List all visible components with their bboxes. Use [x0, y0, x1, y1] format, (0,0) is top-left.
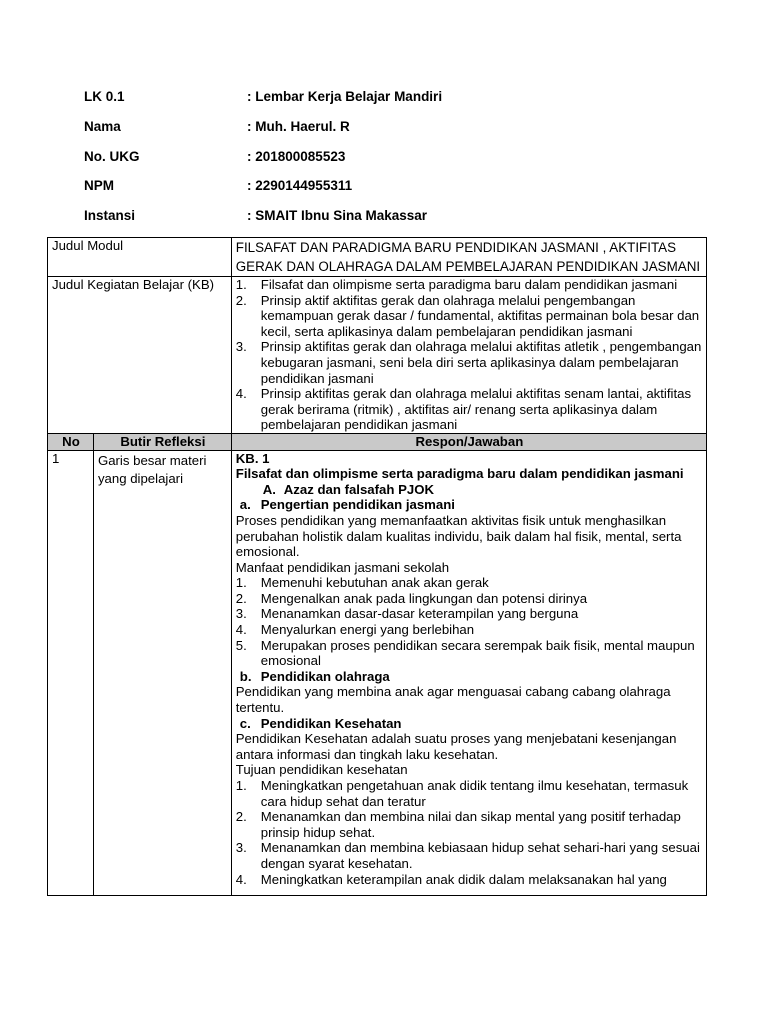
- kb-title: Filsafat dan olimpisme serta paradigma baru dalam pendidikan jasmani: [235, 466, 684, 482]
- item-number: 1.: [235, 575, 247, 591]
- col-header-butir: Butir Refleksi: [93, 433, 231, 450]
- list-title: Tujuan pendidikan kesehatan: [235, 762, 408, 778]
- item-text: Prinsip aktif aktifitas gerak dan olahraga melalui pengembangan kemampuan gerak dasar / fundamental, aktifitas permainan bola besar dan kecil, serta aplikasinya dalam pembelajaran pendidikan jasmani: [260, 292, 700, 339]
- item-number: 3.: [235, 606, 247, 622]
- item-number: 3.: [235, 840, 247, 856]
- item-number: 4.: [235, 622, 247, 638]
- tujuan-list: [236, 778, 703, 887]
- header-key: NPM: [84, 178, 114, 193]
- list-item: [236, 778, 703, 809]
- subsection-b-heading: [236, 669, 703, 685]
- subsection-a-heading: [236, 497, 703, 513]
- item-number: 4.: [235, 871, 247, 887]
- paragraph: Proses pendidikan yang memanfaatkan aktivitas fisik untuk menghasilkan perubahan holistik dalam kualitas individu, baik dalam hal fisik, mental, serta emosional.: [235, 512, 682, 560]
- item-number: 2.: [235, 809, 247, 825]
- header-key: No. UKG: [84, 149, 140, 164]
- kb-list: [236, 277, 703, 433]
- section-a-heading: [236, 482, 703, 498]
- manfaat-list: [236, 575, 703, 669]
- modul-row: [48, 238, 707, 277]
- modul-label: Judul Modul: [48, 238, 232, 277]
- list-item: [236, 293, 703, 340]
- subsection-title: Pendidikan Kesehatan: [260, 715, 402, 731]
- item-text: Menyalurkan energi yang berlebihan: [260, 622, 475, 638]
- header-value: : 2290144955311: [247, 178, 353, 193]
- col-header-no: No: [48, 433, 94, 450]
- subsection-title: Pendidikan olahraga: [260, 668, 390, 684]
- header-key: Instansi: [84, 208, 136, 223]
- item-text: Meningkatkan keterampilan anak didik dalam melaksanakan hal yang: [260, 871, 667, 887]
- item-text: Merupakan proses pendidikan secara serempak baik fisik, mental maupun emosional: [260, 637, 695, 669]
- kb-heading: KB. 1: [235, 450, 270, 466]
- row-number: 1: [48, 450, 94, 895]
- header-value: : Lembar Kerja Belajar Mandiri: [247, 89, 443, 104]
- subsection-marker: a.: [239, 497, 251, 513]
- list-item: [236, 872, 703, 888]
- subsection-marker: b.: [239, 668, 252, 684]
- item-number: 2.: [235, 292, 247, 308]
- item-text: Mengenalkan anak pada lingkungan dan potensi dirinya: [260, 590, 588, 606]
- col-header-respon: Respon/Jawaban: [231, 433, 706, 450]
- item-text: Menanamkan dasar-dasar keterampilan yang berguna: [260, 606, 579, 622]
- butir-refleksi: Garis besar materi yang dipelajari: [93, 450, 231, 895]
- list-item: [236, 591, 703, 607]
- kb-list-cell: [231, 277, 706, 434]
- respon-cell: [231, 450, 706, 895]
- header-key: LK 0.1: [84, 89, 125, 104]
- item-number: 5.: [235, 637, 247, 653]
- paragraph: Pendidikan yang membina anak agar menguasai cabang cabang olahraga tertentu.: [235, 684, 671, 716]
- section-marker: A.: [262, 481, 276, 497]
- subsection-title: Pengertian pendidikan jasmani: [260, 497, 455, 513]
- subsection-marker: c.: [239, 715, 251, 731]
- list-item: [236, 277, 703, 293]
- list-item: [236, 638, 703, 669]
- subsection-c-heading: [236, 716, 703, 732]
- list-item: [236, 622, 703, 638]
- item-text: Menanamkan dan membina nilai dan sikap mental yang positif terhadap prinsip hidup sehat.: [260, 809, 681, 840]
- item-text: Prinsip aktifitas gerak dan olahraga melalui aktifitas senam lantai, aktifitas gerak berirama (ritmik) , aktifitas air/ renang serta aplikasinya dalam pembelajaran pendidikan jasmani: [260, 386, 692, 433]
- item-text: Menanamkan dan membina kebiasaan hidup sehat sehari-hari yang sesuai dengan syarat kesehatan.: [260, 840, 700, 871]
- header-value: : 201800085523: [247, 149, 346, 164]
- item-text: Filsafat dan olimpisme serta paradigma baru dalam pendidikan jasmani: [260, 277, 678, 292]
- item-text: Memenuhi kebutuhan anak akan gerak: [260, 575, 489, 591]
- table-header-row: [48, 433, 707, 450]
- list-item: [236, 386, 703, 433]
- list-item: [236, 840, 703, 871]
- list-item: [236, 606, 703, 622]
- respon-content: [236, 451, 703, 895]
- header-key: Nama: [84, 119, 121, 134]
- item-number: 3.: [235, 339, 247, 355]
- kb-label: Judul Kegiatan Belajar (KB): [48, 277, 232, 434]
- item-text: Meningkatkan pengetahuan anak didik tentang ilmu kesehatan, termasuk cara hidup sehat dan teratur: [260, 778, 689, 809]
- item-number: 4.: [235, 386, 247, 402]
- header-value: : SMAIT Ibnu Sina Makassar: [247, 208, 428, 223]
- table-row: [48, 450, 707, 895]
- item-text: Prinsip aktifitas gerak dan olahraga melalui aktifitas atletik , pengembangan kebugaran jasmani, seni bela diri serta aplikasinya dalam pembelajaran pendidikan jasmani: [260, 339, 702, 386]
- item-number: 2.: [235, 590, 247, 606]
- modul-title: FILSAFAT DAN PARADIGMA BARU PENDIDIKAN JASMANI , AKTIFITAS GERAK DAN OLAHRAGA DALAM PEMBELAJARAN PENDIDIKAN JASMANI: [231, 238, 706, 277]
- item-number: 1.: [235, 778, 247, 793]
- list-item: [236, 809, 703, 840]
- list-item: [236, 575, 703, 591]
- header-value: : Muh. Haerul. R: [247, 119, 350, 134]
- worksheet-table: [47, 237, 707, 896]
- item-number: 1.: [235, 277, 247, 292]
- list-item: [236, 339, 703, 386]
- list-title: Manfaat pendidikan jasmani sekolah: [235, 559, 450, 575]
- kb-row: [48, 277, 707, 434]
- paragraph: Pendidikan Kesehatan adalah suatu proses yang menjebatani kesenjangan antara informasi dan tingkah laku kesehatan.: [235, 731, 677, 762]
- section-title: Azaz dan falsafah PJOK: [283, 481, 434, 497]
